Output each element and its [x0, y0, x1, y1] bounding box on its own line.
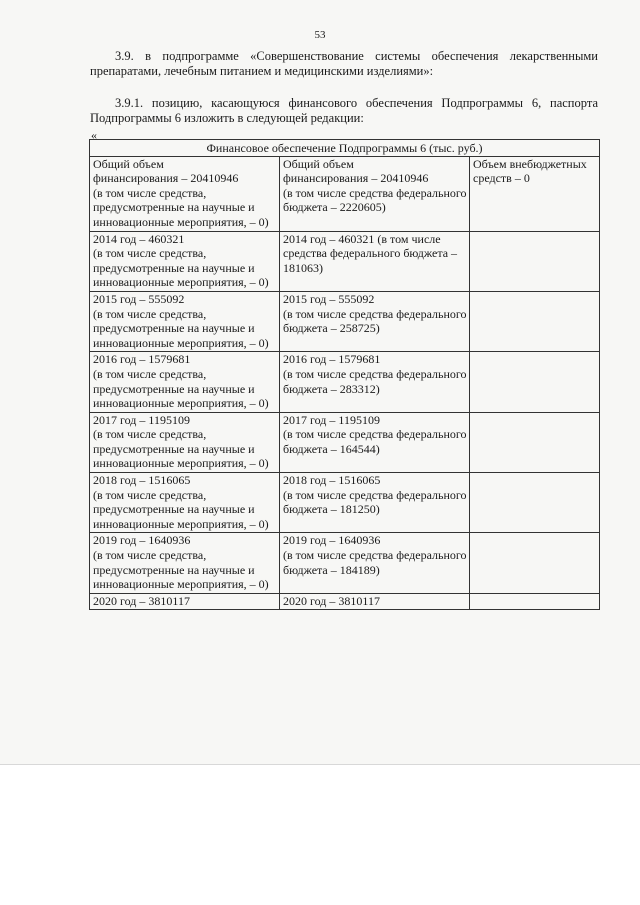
- cell-extrabudgetary: [470, 291, 600, 351]
- paragraph-subprogram-title: [90, 49, 598, 79]
- cell-federal-budget: 2015 год – 555092 (в том числе средства федерального бюджета – 258725): [280, 291, 470, 351]
- cell-federal-budget: Общий объем финансирования – 20410946 (в том числе средства федерального бюджета – 2220605): [280, 156, 470, 231]
- cell-federal-budget: 2014 год – 460321 (в том числе средства федерального бюджета – 181063): [280, 231, 470, 291]
- cell-extrabudgetary: [470, 352, 600, 412]
- table-row: [90, 412, 600, 472]
- cell-extrabudgetary: [470, 533, 600, 593]
- cell-federal-budget: 2017 год – 1195109 (в том числе средства федерального бюджета – 164544): [280, 412, 470, 472]
- cell-extrabudgetary: [470, 473, 600, 533]
- cell-total-financing: 2017 год – 1195109 (в том числе средства, предусмотренные на научные и инновационные мероприятия, – 0): [90, 412, 280, 472]
- table-header: Финансовое обеспечение Подпрограммы 6 (тыс. руб.): [90, 140, 600, 157]
- table-row: [90, 231, 600, 291]
- cell-total-financing: 2016 год – 1579681 (в том числе средства, предусмотренные на научные и инновационные мероприятия, – 0): [90, 352, 280, 412]
- table-row: [90, 291, 600, 351]
- cell-extrabudgetary: [470, 593, 600, 610]
- table-row: [90, 352, 600, 412]
- cell-extrabudgetary: [470, 231, 600, 291]
- opening-quote: «: [91, 128, 97, 142]
- financing-table: [89, 139, 600, 610]
- cell-total-financing: 2015 год – 555092 (в том числе средства, предусмотренные на научные и инновационные мероприятия, – 0): [90, 291, 280, 351]
- cell-total-financing: 2019 год – 1640936 (в том числе средства, предусмотренные на научные и инновационные мероприятия, – 0): [90, 533, 280, 593]
- table-row: [90, 156, 600, 231]
- cell-total-financing: Общий объем финансирования – 20410946 (в том числе средства, предусмотренные на научные и инновационные мероприятия, – 0): [90, 156, 280, 231]
- table-row: [90, 473, 600, 533]
- cell-extrabudgetary: [470, 412, 600, 472]
- page-number: 53: [314, 29, 326, 41]
- cell-total-financing: 2018 год – 1516065 (в том числе средства, предусмотренные на научные и инновационные мероприятия, – 0): [90, 473, 280, 533]
- table-row: [90, 533, 600, 593]
- paragraph-text: 3.9.1. позицию, касающуюся финансового обеспечения Подпрограммы 6, паспорта Подпрограммы 6 изложить в следующей редакции:: [90, 96, 598, 125]
- paragraph-text: 3.9. в подпрограмме «Совершенствование системы обеспечения лекарственными препаратами, лечебным питанием и медицинскими изделиями»:: [90, 49, 598, 78]
- paragraph-instruction: [90, 96, 598, 126]
- cell-federal-budget: 2020 год – 3810117: [280, 593, 470, 610]
- cell-federal-budget: 2018 год – 1516065 (в том числе средства федерального бюджета – 181250): [280, 473, 470, 533]
- table-row: [90, 593, 600, 610]
- cell-total-financing: 2014 год – 460321 (в том числе средства, предусмотренные на научные и инновационные мероприятия, – 0): [90, 231, 280, 291]
- table-header-row: [90, 140, 600, 157]
- cell-total-financing: 2020 год – 3810117: [90, 593, 280, 610]
- cell-extrabudgetary: Объем внебюджетных средств – 0: [470, 156, 600, 231]
- cell-federal-budget: 2019 год – 1640936 (в том числе средства федерального бюджета – 184189): [280, 533, 470, 593]
- cell-federal-budget: 2016 год – 1579681 (в том числе средства федерального бюджета – 283312): [280, 352, 470, 412]
